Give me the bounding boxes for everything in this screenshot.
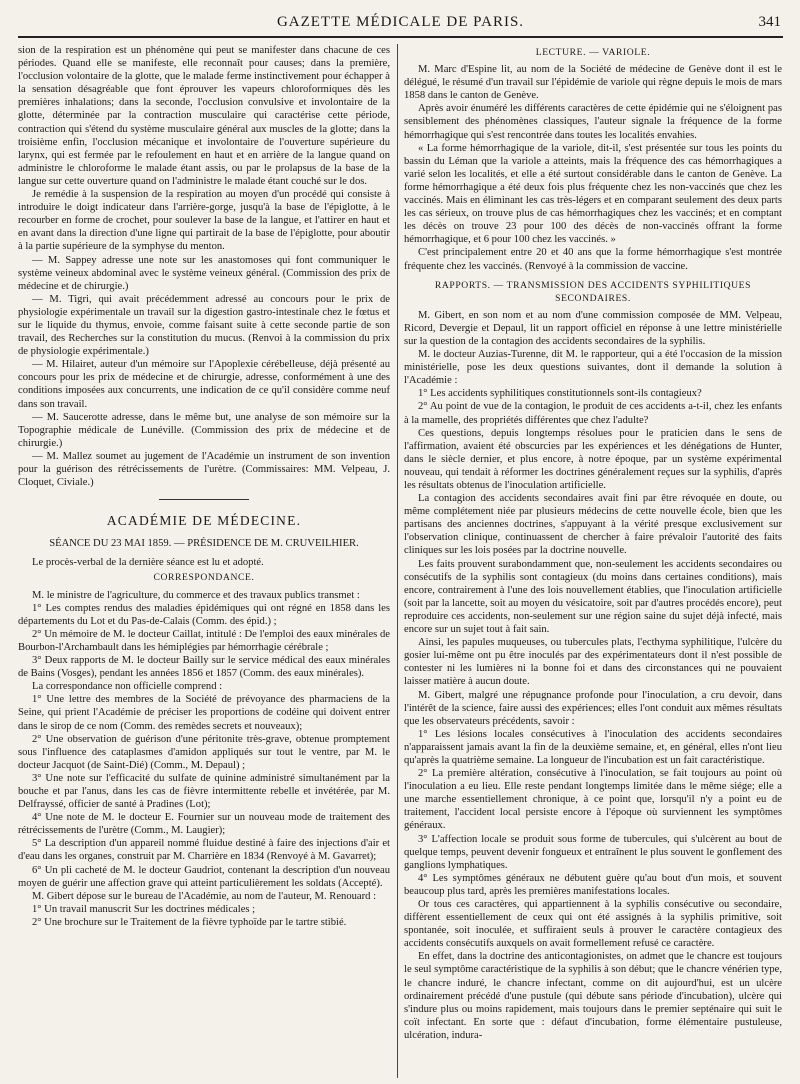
paragraph: Or tous ces caractères, qui appartiennent à la syphilis consécutive ou secondaire, diffèrent essentiellement de ceux qui ont été assignés à la syphilis primitive, soit spontanée, soit inoculée, et suffiraient seuls à prouver le caractère contagieux des accidents consécutifs auxquels on avait formellement refusé ce caractère.: [404, 899, 782, 950]
paragraph: — M. Hilairet, auteur d'un mémoire sur l'Apoplexie cérébelleuse, déjà présenté au concours pour les prix de médecine et de chirurgie, adresse, conformément à une des conditions imposées aux concurrents, une indication de ce qu'il considère comme neuf dans son travail.: [18, 359, 390, 410]
section-heading: ACADÉMIE DE MÉDECINE.: [106, 513, 302, 529]
paragraph: Ainsi, les papules muqueuses, ou tubercules plats, l'ecthyma syphilitique, l'ulcère du gosier lui-même ont pu être inoculés par des expérimentateurs dont il n'est possible de contester ni les lumières ni la bonne foi et dans des circonstances qui ne pouvaient laisser matière à aucun doute.: [404, 637, 782, 688]
list-item: 1° Les comptes rendus des maladies épidémiques qui ont régné en 1858 dans les départements du Lot et du Pas-de-Calais (Comm. des épid.) ;: [18, 602, 390, 627]
paragraph: M. le ministre de l'agriculture, du commerce et des travaux publics transmet :: [32, 589, 360, 601]
right-column: [404, 44, 782, 1078]
list-item: 6° Un pli cacheté de M. le docteur Gaudriot, contenant la description d'un nouveau moyen de guérir une affection grave qui atteint particulièrement les soldats (Accepté).: [18, 864, 390, 889]
paragraph: M. Gibert, en son nom et au nom d'une commission composée de MM. Velpeau, Ricord, Devergie et Depaul, lit un rapport officiel en réponse à une lettre ministérielle sur la question de la contagion des accidents secondaires de la syphilis.: [404, 309, 782, 347]
paragraph: M. Gibert dépose sur le bureau de l'Académie, au nom de l'auteur, M. Renouard :: [32, 890, 377, 902]
paragraph: C'est principalement entre 20 et 40 ans que la forme hémorrhagique s'est montrée fréquente chez les vaccinés. (Renvoyé à la commission de vaccine.: [404, 247, 782, 272]
list-item: 1° Une lettre des membres de la Société de prévoyance des pharmaciens de la Seine, qui prient l'Académie de préciser les proportions de codéine qui doivent entrer dans le sirop de ce nom (Comm. des remèdes secrets et nouveaux);: [18, 694, 390, 732]
list-item: 3° Une note sur l'efficacité du sulfate de quinine administré simultanément par la bouche et par l'anus, dans les cas de fièvre intermittente rebelle et invétérée, par M. Delfrayssé, officier de santé à Pradines (Lot);: [18, 772, 390, 811]
paragraph: 1° Les accidents syphilitiques constitutionnels sont-ils contagieux?: [418, 388, 702, 400]
paragraph: 4° Les symptômes généraux ne débutent guère qu'au bout d'un mois, et souvent beaucoup plus tard, après les premières manifestations locales.: [404, 872, 782, 897]
session-heading: SÉANCE DU 23 MAI 1859. — PRÉSIDENCE DE M. CRUVEILHIER.: [49, 538, 359, 550]
header-rule: [18, 36, 783, 38]
paragraph: M. Marc d'Espine lit, au nom de la Société de médecine de Genève dont il est le délégué, le résumé d'un travail sur l'épidémie de variole qui règne depuis le mois de mars 1858 dans le canton de Genève.: [404, 64, 782, 102]
subsection-heading: RAPPORTS. — TRANSMISSION DES ACCIDENTS SYPHILITIQUES SECONDAIRES.: [434, 279, 752, 304]
left-column: [18, 44, 390, 1078]
paragraph: Le procès-verbal de la dernière séance est lu et adopté.: [32, 557, 264, 569]
page-header: [18, 12, 783, 34]
official-correspondence-list: [18, 602, 390, 681]
paragraph: — M. Saucerotte adresse, dans le même but, une analyse de son mémoire sur la Topographie médicale de Lunéville. (Commission des prix de médecine et de chirurgie.): [18, 411, 390, 449]
paragraph: Je remédie à la suspension de la respiration au moyen d'un procédé qui consiste à introduire le doigt indicateur dans l'arrière-gorge, jusqu'à la base de l'épiglotte, à le recourber en forme de crochet, pour soulever la base de la langue, et l'attirer en haut et en avant dans la direction d'une ligne qui partirait de la base de l'épiglotte, pour aboutir à la partie supérieure de la symphyse du menton.: [18, 189, 390, 253]
paragraph: Ces questions, depuis longtemps résolues pour le praticien dans le sens de l'affirmation, avaient été obscurcies par les expériences et les dénégations de Hunter, dans le siècle dernier, et plus encore, à notre époque, par un système expérimental nouveau, qui tendait à réformer les doctrines généralement reçues sur la syphilis, d'après les résultats obtenus de l'inoculation artificielle.: [404, 427, 782, 491]
paragraph: La contagion des accidents secondaires avait fini par être révoquée en doute, ou même complétement niée par plusieurs médecins de cette nouvelle école, bien que les partisans des anciennes doctrines, s'appuyant à la vérité presque exclusivement sur l'observation clinique, continuassent de chercher à faire prévaloir l'autorité des faits cliniques sur les lois posées par la doctrine nouvelle.: [404, 493, 782, 557]
paragraph: M. Gibert, malgré une répugnance profonde pour l'inoculation, a cru devoir, dans l'intérêt de la science, faire aussi des expériences; elles l'ont conduit aux mêmes résultats que les observateurs précédents, savoir :: [404, 689, 782, 727]
paragraph: — M. Tigri, qui avait précédemment adressé au concours pour le prix de physiologie expérimentale un travail sur la digestion gastro-intestinale chez le fœtus et sur le liquide du thymus, envoie, comme faisant suite à cette seconde partie de son travail, des Recherches sur la constitution du mucus. (Renvoi à la commission du prix de physiologie expérimentale.): [18, 293, 390, 358]
paragraph: 3° L'affection locale se produit sous forme de tubercules, qui s'ulcèrent au bout de quelque temps, peuvent devenir fongueux et entraînent le plus souvent le gonflement des ganglions lymphatiques.: [404, 833, 782, 871]
paragraph: Les faits prouvent surabondamment que, non-seulement les accidents secondaires ou consécutifs de la syphilis sont contagieux (du moins dans certaines conditions), mais encore, contrairement à l'une des lois nouvellement établies, que l'inoculation artificielle (soit par la lancette, soit au moyen du vésicatoire, soit par d'autres procédés encore), peut reproduire ces accidents, non-seulement sur une région saine du sujet déjà infecté, mais encore sur un sujet tout à fait sain.: [404, 558, 782, 636]
subsection-heading: CORRESPONDANCE.: [153, 572, 255, 584]
paragraph: — M. Mallez soumet au jugement de l'Académie un instrument de son invention pour la guérison des rétrécissements de l'urètre. (Commissaires: MM. Velpeau, J. Cloquet, Civiale.): [18, 450, 390, 489]
list-item: 5° La description d'un appareil nommé fluidue destiné à faire des injections d'air et d'eau dans les organes, construit par M. Charrière en 1834 (Renvoyé à M. Gavarret);: [18, 838, 390, 863]
deposited-works-list: [18, 903, 390, 929]
paragraph: Après avoir énuméré les différents caractères de cette épidémie qui ne s'éloignent pas sensiblement des phénomènes classiques, l'auteur signale la fréquence de la forme hémorrhagique qui s'est rencontrée dans toutes les localités envahies.: [404, 103, 782, 141]
journal-title: GAZETTE MÉDICALE DE PARIS.: [276, 14, 525, 30]
list-item: 2° Une brochure sur le Traitement de la fièvre typhoïde par le tartre stibié.: [32, 916, 347, 928]
list-item: 2° Une observation de guérison d'une péritonite très-grave, obtenue promptement sous l'influence des cataplasmes d'amidon appliqués sur tout le ventre, par M. le docteur Jacquot (de Saint-Dié) (Comm., M. Depaul) ;: [18, 733, 390, 771]
list-item: 4° Une note de M. le docteur E. Fournier sur un nouveau mode de traitement des rétrécissements de l'urètre (Comm., M. Laugier);: [18, 812, 390, 837]
paragraph: En effet, dans la doctrine des anticontagionistes, on admet que le chancre est toujours le seul symptôme caractéristique de la syphilis à son début; que le chancre vénérien type, le chancre induré, le chancre infectant, comme on dit aujourd'hui, est un ulcère ordinairement précédé d'une pustule (qui débute sans période d'incubation), ulcère qui s'indure plus ou moins rapidement, mais toujours dans le premier septénaire qui suit le coït infectant. En sorte que : défaut d'incubation, forme élémentaire pustuleuse, ulcération, indura-: [404, 951, 782, 1041]
list-item: 3° Deux rapports de M. le docteur Bailly sur le service médical des eaux minérales de Bains (Vosges), pendant les années 1856 et 1857 (Comm. des eaux minérales).: [18, 655, 390, 680]
list-item: 1° Un travail manuscrit Sur les doctrines médicales ;: [32, 903, 256, 915]
section-rule: [159, 499, 249, 500]
paragraph: 2° Au point de vue de la contagion, le produit de ces accidents a-t-il, chez les enfants à la mamelle, des propriétés différentes que chez l'adulte?: [404, 401, 782, 426]
paragraph: 2° La première altération, consécutive à l'inoculation, se fait toujours au point où l'inoculation a eu lieu. Elle reste pendant longtemps limitée dans le même siége; elle a une marche essentiellement chronique, à ce point que, lorsqu'il n'y a point eu de traitement, l'accident local persiste encore à l'époque où surviennent les symptômes généraux.: [404, 768, 782, 832]
paragraph: sion de la respiration est un phénomène qui peut se manifester dans chacune de ces périodes. Quand elle se manifeste, elle reconnaît pour causes; dans la première, l'occlusion volontaire de la glotte, que le malade ferme instinctivement pour échapper à la sensation désagréable que font éprouver les vapeurs chloroformiques dès les premières inhalations; dans la seconde, l'occlusion convulsive et involontaire de la glotte, déterminée par la contraction musculaire qui caractérise cette période, contraction qui s'étend du système musculaire général aux muscles de la glotte; dans la troisième enfin, l'occlusion mécanique et involontaire de l'ouverture supérieure du larynx, qui est fermée par le refoulement en haut et en arrière de la langue quand on administre le chloroforme le malade étant assis, ou par le prolapsus de la base de la langue sur cette ouverture quand on l'administre le malade étant couché sur le dos.: [18, 45, 390, 187]
paragraph: M. le docteur Auzias-Turenne, dit M. le rapporteur, qui a été l'occasion de la mission ministérielle, pose les deux questions suivantes, dont il demande la solution à l'Académie :: [404, 349, 782, 387]
unofficial-correspondence-list: [18, 693, 390, 889]
paragraph: « La forme hémorrhagique de la variole, dit-il, s'est présentée sur tous les points du bassin du Léman que la variole a atteints, mais la fréquence des cas hémorrhagiques a varié selon les localités, et elle a été surtout considérable dans le canton de Genève. La forme hémorrhagique a été deux fois plus fréquente chez les non-vaccinés que chez les vaccinés. Mais en éliminant les cas très-légers et en comparant seulement des deux parts les cas sérieux, on trouve plus de cas hémorrhagiques chez les vaccinés; et en comptant les décès on trouve 23 pour 100 des décès de non-vaccinés offrant la forme hémorrhagique, et 6 pour 100 chez les vaccinés. »: [404, 142, 782, 246]
page-number: 341: [758, 14, 781, 30]
subsection-heading: LECTURE. — VARIOLE.: [535, 47, 651, 58]
paragraph: La correspondance non officielle comprend :: [32, 681, 223, 693]
list-item: 2° Un mémoire de M. le docteur Caillat, intitulé : De l'emploi des eaux minérales de Bourbon-l'Archambault dans les hémiplégies par hémorrhagie cérébrale ;: [18, 628, 390, 653]
paragraph: — M. Sappey adresse une note sur les anastomoses qui font communiquer le système veineux abdominal avec le système veineux général. (Commission des prix de médecine et de chirurgie.): [18, 254, 390, 292]
paragraph: 1° Les lésions locales consécutives à l'inoculation des accidents secondaires n'apparaissent jamais avant la fin de la deuxième semaine, et, en général, elles n'ont lieu qu'après la quatrième semaine. La longueur de l'incubation est un fait caractéristique.: [404, 728, 782, 766]
column-divider: [397, 44, 398, 1078]
